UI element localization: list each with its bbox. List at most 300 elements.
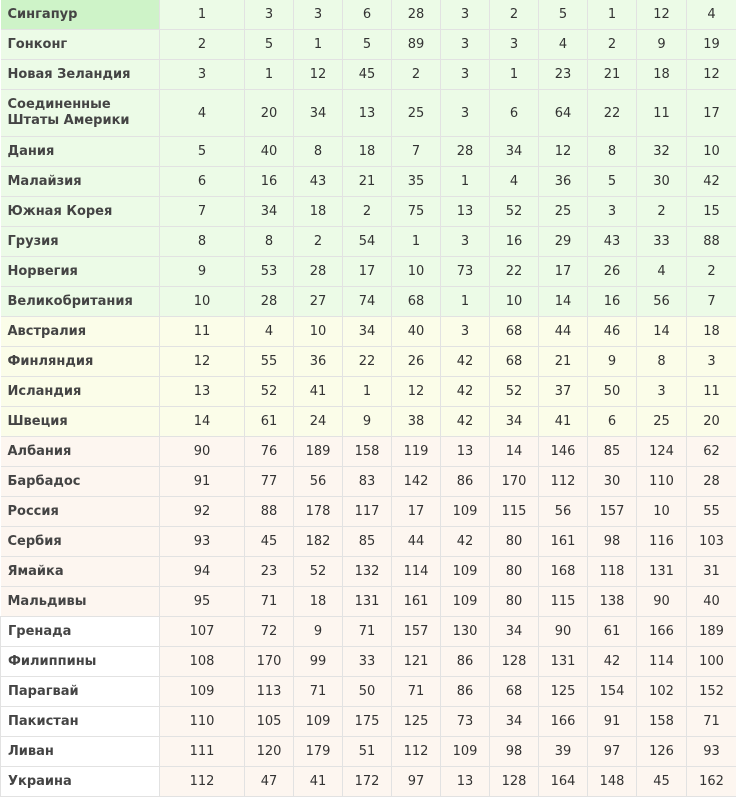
indicator-cell: 109 — [294, 707, 343, 737]
indicator-cell: 1 — [588, 0, 637, 30]
country-name-cell: Гонконг — [1, 30, 160, 60]
indicator-cell: 18 — [294, 587, 343, 617]
indicator-cell: 40 — [392, 317, 441, 347]
indicator-cell: 34 — [245, 197, 294, 227]
indicator-cell: 128 — [490, 767, 539, 797]
indicator-cell: 118 — [588, 557, 637, 587]
indicator-cell: 30 — [637, 167, 687, 197]
indicator-cell: 73 — [441, 257, 490, 287]
indicator-cell: 41 — [539, 407, 588, 437]
indicator-cell: 10 — [294, 317, 343, 347]
indicator-cell: 33 — [343, 647, 392, 677]
indicator-cell: 71 — [294, 677, 343, 707]
indicator-cell: 52 — [490, 377, 539, 407]
indicator-cell: 42 — [441, 527, 490, 557]
indicator-cell: 44 — [392, 527, 441, 557]
indicator-cell: 132 — [343, 557, 392, 587]
table-row — [1, 467, 736, 497]
indicator-cell: 43 — [588, 227, 637, 257]
indicator-cell: 64 — [539, 90, 588, 137]
indicator-cell: 125 — [539, 677, 588, 707]
rank-cell: 93 — [160, 527, 245, 557]
indicator-cell: 28 — [441, 137, 490, 167]
indicator-cell: 68 — [490, 317, 539, 347]
indicator-cell: 113 — [245, 677, 294, 707]
country-name-cell: Финляндия — [1, 347, 160, 377]
indicator-cell: 161 — [392, 587, 441, 617]
indicator-cell: 97 — [392, 767, 441, 797]
indicator-cell: 98 — [490, 737, 539, 767]
indicator-cell: 2 — [343, 197, 392, 227]
country-name-cell: Барбадос — [1, 467, 160, 497]
indicator-cell: 26 — [392, 347, 441, 377]
indicator-cell: 8 — [588, 137, 637, 167]
indicator-cell: 20 — [687, 407, 736, 437]
rank-cell: 11 — [160, 317, 245, 347]
country-name-cell: Дания — [1, 137, 160, 167]
indicator-cell: 109 — [441, 497, 490, 527]
indicator-cell: 45 — [343, 60, 392, 90]
rank-cell: 12 — [160, 347, 245, 377]
rank-cell: 13 — [160, 377, 245, 407]
indicator-cell: 61 — [588, 617, 637, 647]
indicator-cell: 74 — [343, 287, 392, 317]
indicator-cell: 12 — [687, 60, 736, 90]
rank-cell: 107 — [160, 617, 245, 647]
indicator-cell: 146 — [539, 437, 588, 467]
indicator-cell: 148 — [588, 767, 637, 797]
indicator-cell: 42 — [441, 407, 490, 437]
indicator-cell: 10 — [392, 257, 441, 287]
indicator-cell: 42 — [441, 377, 490, 407]
indicator-cell: 3 — [588, 197, 637, 227]
indicator-cell: 93 — [687, 737, 736, 767]
rank-cell: 1 — [160, 0, 245, 30]
indicator-cell: 36 — [539, 167, 588, 197]
indicator-cell: 3 — [441, 317, 490, 347]
rank-cell: 10 — [160, 287, 245, 317]
indicator-cell: 15 — [687, 197, 736, 227]
table-row — [1, 137, 736, 167]
indicator-cell: 9 — [637, 30, 687, 60]
indicator-cell: 53 — [245, 257, 294, 287]
indicator-cell: 37 — [539, 377, 588, 407]
indicator-cell: 189 — [687, 617, 736, 647]
table-row — [1, 30, 736, 60]
indicator-cell: 14 — [637, 317, 687, 347]
country-name-cell: Филиппины — [1, 647, 160, 677]
indicator-cell: 170 — [245, 647, 294, 677]
indicator-cell: 172 — [343, 767, 392, 797]
country-name-cell: Великобритания — [1, 287, 160, 317]
indicator-cell: 142 — [392, 467, 441, 497]
country-name-cell: Украина — [1, 767, 160, 797]
indicator-cell: 21 — [343, 167, 392, 197]
indicator-cell: 16 — [490, 227, 539, 257]
rank-cell: 8 — [160, 227, 245, 257]
indicator-cell: 22 — [343, 347, 392, 377]
country-name-cell: Норвегия — [1, 257, 160, 287]
table-row — [1, 287, 736, 317]
indicator-cell: 2 — [588, 30, 637, 60]
indicator-cell: 62 — [687, 437, 736, 467]
indicator-cell: 25 — [392, 90, 441, 137]
table-row — [1, 707, 736, 737]
indicator-cell: 19 — [687, 30, 736, 60]
indicator-cell: 25 — [539, 197, 588, 227]
indicator-cell: 131 — [637, 557, 687, 587]
indicator-cell: 11 — [687, 377, 736, 407]
indicator-cell: 11 — [637, 90, 687, 137]
indicator-cell: 157 — [392, 617, 441, 647]
rank-cell: 2 — [160, 30, 245, 60]
indicator-cell: 28 — [245, 287, 294, 317]
indicator-cell: 98 — [588, 527, 637, 557]
indicator-cell: 4 — [637, 257, 687, 287]
rank-cell: 91 — [160, 467, 245, 497]
indicator-cell: 90 — [637, 587, 687, 617]
indicator-cell: 80 — [490, 587, 539, 617]
indicator-cell: 34 — [490, 617, 539, 647]
indicator-cell: 115 — [490, 497, 539, 527]
indicator-cell: 8 — [294, 137, 343, 167]
country-name-cell: Ливан — [1, 737, 160, 767]
rank-cell: 109 — [160, 677, 245, 707]
indicator-cell: 46 — [588, 317, 637, 347]
indicator-cell: 6 — [588, 407, 637, 437]
indicator-cell: 86 — [441, 647, 490, 677]
indicator-cell: 3 — [687, 347, 736, 377]
indicator-cell: 1 — [441, 167, 490, 197]
indicator-cell: 80 — [490, 557, 539, 587]
indicator-cell: 3 — [441, 30, 490, 60]
indicator-cell: 38 — [392, 407, 441, 437]
indicator-cell: 52 — [294, 557, 343, 587]
indicator-cell: 115 — [539, 587, 588, 617]
table-row — [1, 257, 736, 287]
indicator-cell: 34 — [343, 317, 392, 347]
rank-cell: 14 — [160, 407, 245, 437]
indicator-cell: 10 — [490, 287, 539, 317]
indicator-cell: 12 — [392, 377, 441, 407]
indicator-cell: 5 — [245, 30, 294, 60]
indicator-cell: 131 — [539, 647, 588, 677]
indicator-cell: 85 — [588, 437, 637, 467]
table-row — [1, 227, 736, 257]
table-body — [1, 0, 736, 797]
indicator-cell: 54 — [343, 227, 392, 257]
table-row — [1, 197, 736, 227]
country-name-cell: Австралия — [1, 317, 160, 347]
indicator-cell: 130 — [441, 617, 490, 647]
indicator-cell: 33 — [637, 227, 687, 257]
indicator-cell: 114 — [392, 557, 441, 587]
country-name-cell: Швеция — [1, 407, 160, 437]
indicator-cell: 25 — [637, 407, 687, 437]
indicator-cell: 40 — [687, 587, 736, 617]
table-row — [1, 407, 736, 437]
rank-cell: 108 — [160, 647, 245, 677]
indicator-cell: 13 — [441, 767, 490, 797]
indicator-cell: 175 — [343, 707, 392, 737]
table-row — [1, 90, 736, 137]
indicator-cell: 2 — [294, 227, 343, 257]
indicator-cell: 7 — [392, 137, 441, 167]
rank-cell: 4 — [160, 90, 245, 137]
indicator-cell: 17 — [392, 497, 441, 527]
indicator-cell: 56 — [294, 467, 343, 497]
indicator-cell: 125 — [392, 707, 441, 737]
indicator-cell: 97 — [588, 737, 637, 767]
indicator-cell: 32 — [637, 137, 687, 167]
indicator-cell: 55 — [245, 347, 294, 377]
table-row — [1, 497, 736, 527]
indicator-cell: 21 — [539, 347, 588, 377]
indicator-cell: 22 — [490, 257, 539, 287]
indicator-cell: 36 — [294, 347, 343, 377]
rank-cell: 5 — [160, 137, 245, 167]
indicator-cell: 99 — [294, 647, 343, 677]
indicator-cell: 157 — [588, 497, 637, 527]
indicator-cell: 164 — [539, 767, 588, 797]
indicator-cell: 47 — [245, 767, 294, 797]
indicator-cell: 45 — [245, 527, 294, 557]
indicator-cell: 120 — [245, 737, 294, 767]
rank-cell: 7 — [160, 197, 245, 227]
country-name-cell: Сингапур — [1, 0, 160, 30]
indicator-cell: 112 — [392, 737, 441, 767]
indicator-cell: 71 — [343, 617, 392, 647]
indicator-cell: 22 — [588, 90, 637, 137]
indicator-cell: 13 — [441, 437, 490, 467]
table-row — [1, 317, 736, 347]
indicator-cell: 50 — [343, 677, 392, 707]
indicator-cell: 71 — [392, 677, 441, 707]
country-name-cell: Сербия — [1, 527, 160, 557]
country-name-cell: Ямайка — [1, 557, 160, 587]
indicator-cell: 2 — [637, 197, 687, 227]
table-row — [1, 647, 736, 677]
indicator-cell: 6 — [343, 0, 392, 30]
indicator-cell: 23 — [245, 557, 294, 587]
indicator-cell: 73 — [441, 707, 490, 737]
country-name-cell: Пакистан — [1, 707, 160, 737]
table-row — [1, 677, 736, 707]
indicator-cell: 5 — [588, 167, 637, 197]
indicator-cell: 23 — [539, 60, 588, 90]
rank-cell: 90 — [160, 437, 245, 467]
indicator-cell: 42 — [441, 347, 490, 377]
indicator-cell: 152 — [687, 677, 736, 707]
indicator-cell: 168 — [539, 557, 588, 587]
indicator-cell: 12 — [637, 0, 687, 30]
indicator-cell: 4 — [490, 167, 539, 197]
indicator-cell: 28 — [687, 467, 736, 497]
table-row — [1, 737, 736, 767]
indicator-cell: 44 — [539, 317, 588, 347]
indicator-cell: 3 — [441, 90, 490, 137]
rank-cell: 110 — [160, 707, 245, 737]
indicator-cell: 18 — [343, 137, 392, 167]
indicator-cell: 28 — [294, 257, 343, 287]
indicator-cell: 29 — [539, 227, 588, 257]
indicator-cell: 178 — [294, 497, 343, 527]
country-name-cell: Гренада — [1, 617, 160, 647]
indicator-cell: 10 — [637, 497, 687, 527]
indicator-cell: 8 — [245, 227, 294, 257]
table-row — [1, 60, 736, 90]
indicator-cell: 40 — [245, 137, 294, 167]
indicator-cell: 61 — [245, 407, 294, 437]
indicator-cell: 80 — [490, 527, 539, 557]
indicator-cell: 170 — [490, 467, 539, 497]
indicator-cell: 14 — [490, 437, 539, 467]
table-row — [1, 587, 736, 617]
indicator-cell: 4 — [687, 0, 736, 30]
indicator-cell: 1 — [343, 377, 392, 407]
indicator-cell: 12 — [294, 60, 343, 90]
indicator-cell: 179 — [294, 737, 343, 767]
indicator-cell: 162 — [687, 767, 736, 797]
country-name-cell: Албания — [1, 437, 160, 467]
table-row — [1, 167, 736, 197]
indicator-cell: 85 — [343, 527, 392, 557]
indicator-cell: 12 — [539, 137, 588, 167]
indicator-cell: 126 — [637, 737, 687, 767]
indicator-cell: 21 — [588, 60, 637, 90]
indicator-cell: 117 — [343, 497, 392, 527]
indicator-cell: 3 — [441, 227, 490, 257]
indicator-cell: 16 — [588, 287, 637, 317]
table-row — [1, 617, 736, 647]
indicator-cell: 18 — [294, 197, 343, 227]
indicator-cell: 6 — [490, 90, 539, 137]
indicator-cell: 116 — [637, 527, 687, 557]
table-row — [1, 0, 736, 30]
indicator-cell: 50 — [588, 377, 637, 407]
indicator-cell: 109 — [441, 587, 490, 617]
indicator-cell: 90 — [539, 617, 588, 647]
indicator-cell: 30 — [588, 467, 637, 497]
indicator-cell: 103 — [687, 527, 736, 557]
indicator-cell: 2 — [490, 0, 539, 30]
indicator-cell: 17 — [539, 257, 588, 287]
rank-cell: 111 — [160, 737, 245, 767]
rank-cell: 92 — [160, 497, 245, 527]
indicator-cell: 112 — [539, 467, 588, 497]
country-name-cell: Исландия — [1, 377, 160, 407]
indicator-cell: 166 — [539, 707, 588, 737]
indicator-cell: 102 — [637, 677, 687, 707]
indicator-cell: 13 — [441, 197, 490, 227]
indicator-cell: 1 — [294, 30, 343, 60]
indicator-cell: 34 — [490, 407, 539, 437]
indicator-cell: 3 — [490, 30, 539, 60]
indicator-cell: 43 — [294, 167, 343, 197]
indicator-cell: 75 — [392, 197, 441, 227]
indicator-cell: 166 — [637, 617, 687, 647]
indicator-cell: 88 — [687, 227, 736, 257]
indicator-cell: 2 — [392, 60, 441, 90]
indicator-cell: 189 — [294, 437, 343, 467]
indicator-cell: 8 — [637, 347, 687, 377]
indicator-cell: 27 — [294, 287, 343, 317]
indicator-cell: 34 — [490, 707, 539, 737]
indicator-cell: 7 — [687, 287, 736, 317]
indicator-cell: 3 — [441, 0, 490, 30]
indicator-cell: 42 — [687, 167, 736, 197]
indicator-cell: 52 — [245, 377, 294, 407]
table-row — [1, 767, 736, 797]
indicator-cell: 20 — [245, 90, 294, 137]
indicator-cell: 42 — [588, 647, 637, 677]
country-name-cell: Грузия — [1, 227, 160, 257]
indicator-cell: 114 — [637, 647, 687, 677]
indicator-cell: 13 — [343, 90, 392, 137]
indicator-cell: 1 — [441, 287, 490, 317]
indicator-cell: 121 — [392, 647, 441, 677]
indicator-cell: 128 — [490, 647, 539, 677]
country-name-cell: Южная Корея — [1, 197, 160, 227]
indicator-cell: 68 — [490, 677, 539, 707]
indicator-cell: 1 — [245, 60, 294, 90]
indicator-cell: 41 — [294, 377, 343, 407]
indicator-cell: 35 — [392, 167, 441, 197]
country-name-cell: Россия — [1, 497, 160, 527]
country-name-cell: Новая Зеландия — [1, 60, 160, 90]
indicator-cell: 158 — [343, 437, 392, 467]
table-row — [1, 437, 736, 467]
indicator-cell: 16 — [245, 167, 294, 197]
indicator-cell: 31 — [687, 557, 736, 587]
indicator-cell: 71 — [245, 587, 294, 617]
indicator-cell: 18 — [687, 317, 736, 347]
indicator-cell: 56 — [539, 497, 588, 527]
indicator-cell: 110 — [637, 467, 687, 497]
indicator-cell: 55 — [687, 497, 736, 527]
indicator-cell: 28 — [392, 0, 441, 30]
indicator-cell: 68 — [392, 287, 441, 317]
rank-cell: 95 — [160, 587, 245, 617]
indicator-cell: 1 — [490, 60, 539, 90]
indicator-cell: 17 — [687, 90, 736, 137]
indicator-cell: 17 — [343, 257, 392, 287]
indicator-cell: 68 — [490, 347, 539, 377]
indicator-cell: 3 — [294, 0, 343, 30]
indicator-cell: 52 — [490, 197, 539, 227]
indicator-cell: 161 — [539, 527, 588, 557]
indicator-cell: 9 — [294, 617, 343, 647]
indicator-cell: 56 — [637, 287, 687, 317]
indicator-cell: 39 — [539, 737, 588, 767]
table-row — [1, 347, 736, 377]
indicator-cell: 51 — [343, 737, 392, 767]
indicator-cell: 4 — [245, 317, 294, 347]
country-name-cell: Соединенные Штаты Америки — [1, 90, 160, 137]
indicator-cell: 2 — [687, 257, 736, 287]
indicator-cell: 109 — [441, 557, 490, 587]
indicator-cell: 5 — [343, 30, 392, 60]
rank-cell: 3 — [160, 60, 245, 90]
indicator-cell: 45 — [637, 767, 687, 797]
indicator-cell: 24 — [294, 407, 343, 437]
indicator-cell: 86 — [441, 677, 490, 707]
indicator-cell: 3 — [441, 60, 490, 90]
indicator-cell: 77 — [245, 467, 294, 497]
rank-cell: 94 — [160, 557, 245, 587]
indicator-cell: 41 — [294, 767, 343, 797]
indicator-cell: 100 — [687, 647, 736, 677]
